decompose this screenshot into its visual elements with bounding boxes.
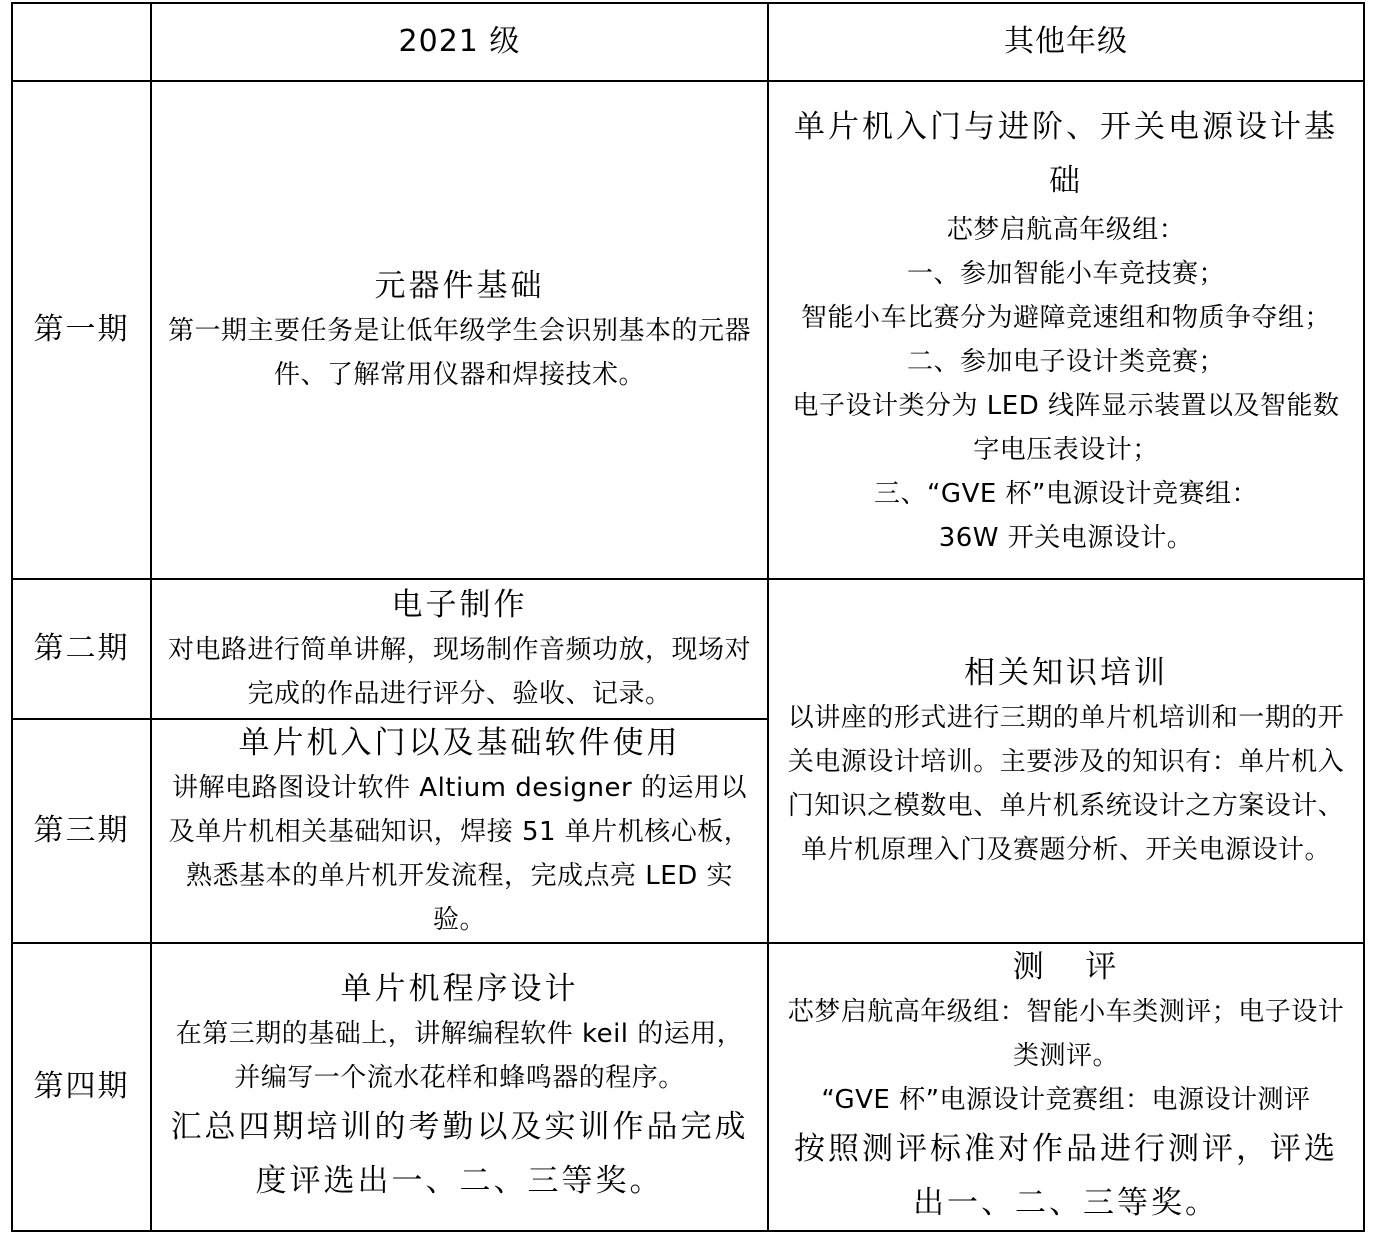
period-label: 第四期 [12, 943, 151, 1231]
cell-description: 讲解电路图设计软件 Altium designer 的运用以及单片机相关基础知识，焊接 51 单片机核心板，熟悉基本的单片机开发流程，完成点亮 LED 实验。 [168, 773, 751, 935]
cell-summary: 汇总四期培训的考勤以及实训作品完成度评选出一、二、三等奖。 [170, 1109, 749, 1199]
period-label: 第三期 [12, 719, 151, 943]
header-other-grades: 其他年级 [768, 3, 1364, 81]
header-row [12, 3, 1364, 81]
cell-title: 相关知识培训 [964, 655, 1168, 691]
cell-other-period-2-3 [768, 579, 1364, 943]
cell-title: 单片机入门以及基础软件使用 [238, 725, 681, 761]
cell-title: 测 评 [1012, 949, 1120, 985]
cell-description: 第一期主要任务是让低年级学生会识别基本的元器件、了解常用仪器和焊接技术。 [167, 316, 751, 390]
cell-title: 元器件基础 [374, 268, 545, 304]
cell-line: 芯梦启航高年级组：智能小车类测评；电子设计类测评。 [787, 997, 1345, 1071]
cell-2021-period-1 [151, 81, 768, 579]
header-corner-cell [12, 3, 151, 81]
cell-line: 36W 开关电源设计。 [938, 523, 1194, 553]
training-plan-table [11, 2, 1365, 1232]
cell-2021-period-4 [151, 943, 768, 1231]
cell-2021-period-2 [151, 579, 768, 719]
cell-line: 一、参加智能小车竞技赛； [906, 259, 1225, 289]
cell-2021-period-3 [151, 719, 768, 943]
cell-other-period-1 [768, 81, 1364, 579]
table-row-period-1 [12, 81, 1364, 579]
cell-line: 智能小车比赛分为避障竞速组和物质争夺组； [800, 303, 1331, 333]
cell-title: 电子制作 [391, 587, 528, 623]
cell-line: 二、参加电子设计类竞赛； [906, 347, 1225, 377]
table-row-period-4 [12, 943, 1364, 1231]
cell-line: 芯梦启航高年级组： [946, 215, 1186, 245]
period-label: 第一期 [12, 81, 151, 579]
cell-line: 电子设计类分为 LED 线阵显示装置以及智能数字电压表设计； [792, 391, 1340, 465]
cell-line: “GVE 杯”电源设计竞赛组：电源设计测评 [821, 1085, 1311, 1115]
cell-summary: 按照测评标准对作品进行测评，评选出一、二、三等奖。 [794, 1131, 1338, 1221]
cell-description: 以讲座的形式进行三期的单片机培训和一期的开关电源设计培训。主要涉及的知识有：单片机入门知识之模数电、单片机系统设计之方案设计、单片机原理入门及赛题分析、开关电源设计。 [787, 703, 1345, 865]
cell-other-period-4 [768, 943, 1364, 1231]
cell-title: 单片机入门与进阶、开关电源设计基础 [794, 109, 1338, 199]
cell-line: 三、“GVE 杯”电源设计竞赛组： [873, 479, 1259, 509]
header-2021-grade: 2021 级 [151, 3, 768, 81]
cell-title: 单片机程序设计 [340, 971, 579, 1007]
table-row-period-2 [12, 579, 1364, 719]
period-label: 第二期 [12, 579, 151, 719]
cell-description: 对电路进行简单讲解，现场制作音频功放，现场对完成的作品进行评分、验收、记录。 [167, 635, 751, 709]
cell-description: 在第三期的基础上，讲解编程软件 keil 的运用，并编写一个流水花样和蜂鸣器的程序。 [175, 1019, 744, 1093]
